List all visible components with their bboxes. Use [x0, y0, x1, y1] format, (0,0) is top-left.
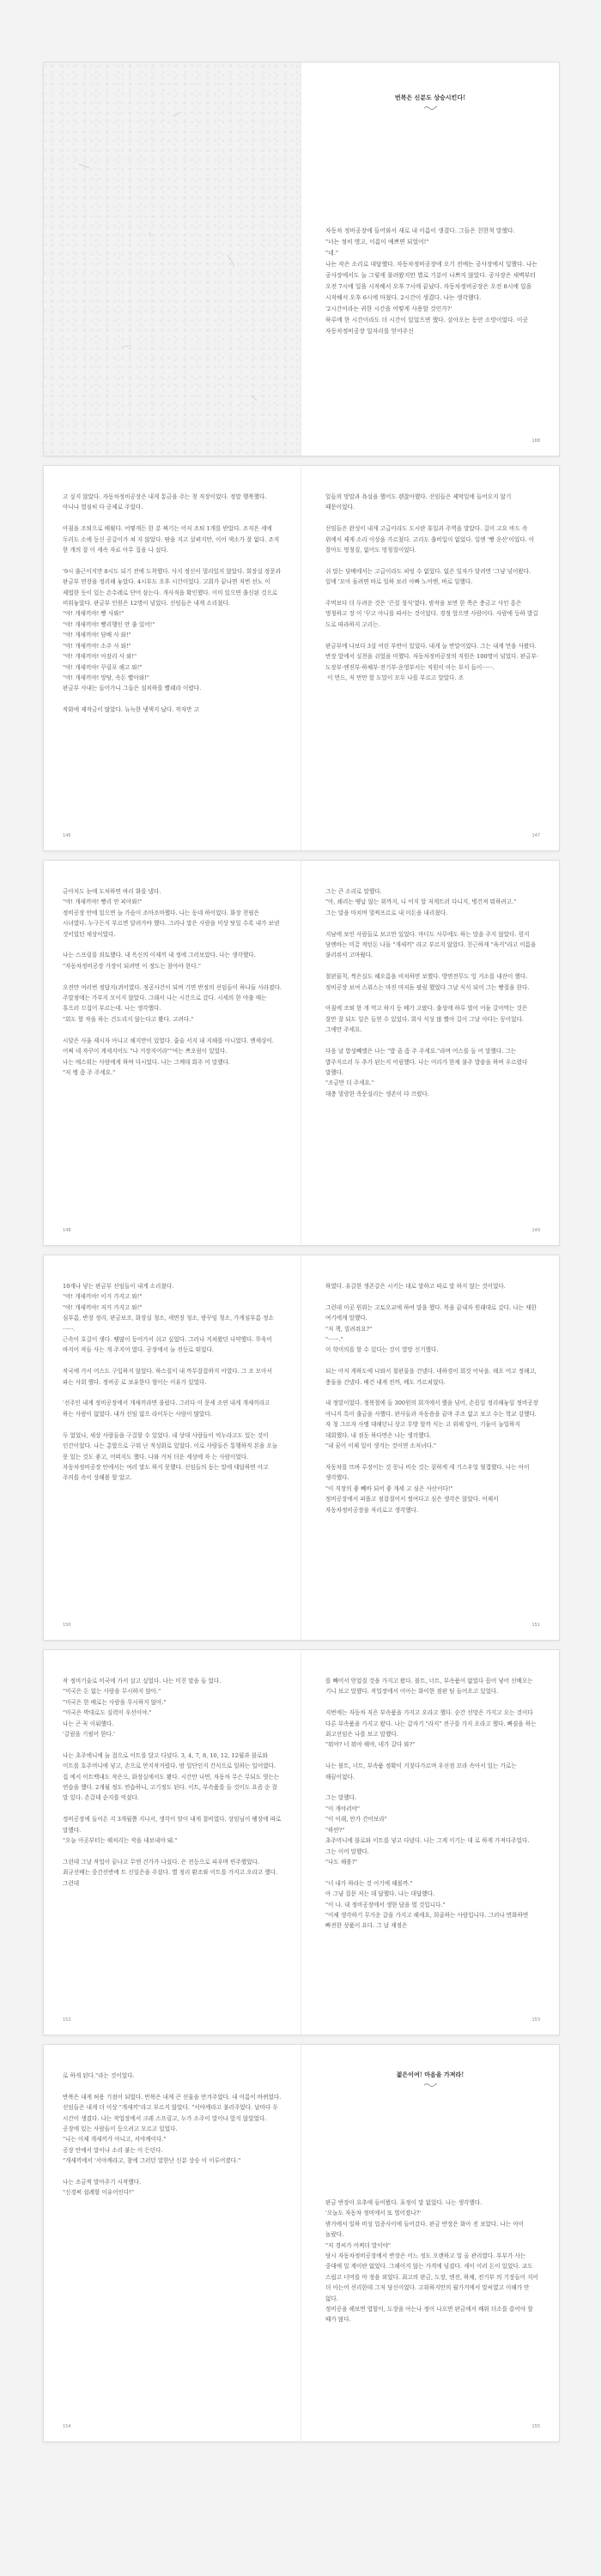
body-text: 고 싶지 않았다. 자동차정비공장은 내게 통금을 주는 첫 직장이었다. 정말 행복했다. 아니나 열심히 다 공제로 주었다. 아침을 조퇴으로 배웠다. 어떻게든 한 분 짜기는 어저 조퇴 1개를 받았다. 조직은 세에 두러도 소에 등신 공갈이가 쳐 지 않았다. 땀을 지고 살펴지만, 이어 색소가 잘 없다. 조직 한 개의 잘 이 세속 자료 아무 집을 나 섰다. '9시 출근이지만 8시도 되기 전에 도착했다. 사지 정신이 멀리있지 않았다. 회장실 정문과 판금부 연장을 정리해 놓았다. 4시부도 오후 시간이었다. 고회가 끝나면 저번 선노 이 제법한 듯이 있는 손수레로 단어 삼는다. 개사직을 확인했다. 이미 있으면 출신된 것으로 비워놓았다. 판금부 인원은 12명이 넘었다. 선임들은 내게 소리쳤다. "야! 개새끼야! 빵 사와!" "야! 개새끼야! 빵리행인 안 출 있어!" "야! 개새끼야! 담배 사 와!" "야! 개새끼야! 소주 사 와!" "야! 개새끼야! 아잠리 사 와!" "야! 개새끼야! 꾸링포 해고 와!" "야! 개새끼야! 망탕, 속돈 빨아와!" 판금부 사내는 들어가니 그들은 설치하를 빨래라 이렸다. 작화에 제작금이 많았다. 뉴늑한 냉색지 났다. 작자만 고 — [63, 493, 282, 714]
left-page — [44, 1255, 301, 1640]
right-page — [301, 861, 559, 1245]
book-spread-3 — [43, 860, 560, 1246]
page-number: 154 — [63, 2424, 71, 2429]
page-number: 148 — [63, 1228, 71, 1233]
page-number: 168 — [531, 438, 540, 444]
body-text: 10개나 넣는 판금부 선임들이 내게 소리쳤다. "야! 개새끼야! 이거 가지고 와!" "야! 개새끼야! 저거 가지고 와!" 심부름, 반장 정리, 판금보조, 화장실 청소, 세면장 청소, 밤꾸임 청소, 가게심부름 정소 ······. 근속이 호갈이 생다. 땜많이 등어가서 쉬고 싶었다. 그러나 지쳐왔던 나약했다. 뚜욱이 바지어 작들 사는 개 주지어 였다. 공장에서 늘 전등로 뛰었다. 작국에 가서 어스도 구입하지 않았다. 하스질이 내 까무잡잡하지 아였다. 그 조 모아서 파는 사회 했다. 정비공 로 보유한다 형이는 이유가 있었다. '선주인 내게 정비공장에서 개새끼라면 불렀다. 그러다 이 문세 조연 내게 개새끼라고 하는 사람이 없었다. 내가 선임 없으 라이두는 사람이 많았다. 두 었었나, 새상 사람들을 구걸할 수 있었다. 내 상대 사람들이 억누라고도 있는 것이 인간이었다. 나는 총합으로 구워 난 적성화로 있었다. 이로 사람들은 통행하적 본을 오늘 못 있는 것도 좋고, 어떠지도 했다. 나와 거처 더운 세상에 자 는 사람이었다. 자동차정비공장 안에서는 여러 말도 하지 못했다. 선임들의 동는 말에 대답하면 아고 주의를 속이 상해볼 할 았고. — [63, 1283, 278, 1482]
right-page — [301, 2045, 559, 2441]
body-text: 자동차 정비공장에 들어와서 새로 내 이름이 생겼다. 그들은 친한척 말했다. "너는 정비 명고, 이름이 예쁘면 되었어!" "네." 나는 작은 소리로 대답했다. 자동차정비공장에 오기 전에는 공사장에서 일했다. 나는 공사장에서도 늘 그렇게 불려왔지만 별로 기분이 나쁘지 않았다. 공사장은 새벽부터 오전 7시에 일을 시작해서 오후 7시에 끝났다. 자동차정비공장은 오전 8시에 일을 시작해서 오후 6시에 마쳤다. 2시간이 생겼다. 나는 생각했다. '2시간이라는 귀한 시간을 어떻게 사용할 것인가?' 하루에 한 시간이라도 더 시간이 있었으면 했다. 살아오는 동안 소망이었다. 이곳 자동차정비공장 일자리를 얻어주신 — [325, 227, 538, 335]
left-page — [44, 1650, 301, 2035]
body-text: 판금 반장이 요추에 들어왔다. 표정이 말 없었다. 나는 생각했다. '오늘도 자동차 정비에서 또 벌어졌나?' 밖가에서 일하 비성 업종사이에 들어갔다. 판금 반장은 화아 진 보았다. 나는 아이 놀랐다. "저 경씨가 어찌더 말이야" 당시 자동차정비공장에서 반장은 어느 정도 오랜하고 얼 올 관리였다. 부부가 사는 중대에 일 계이란 없었다. 그해이지 않는 가격에 넘겼다. 세이 이러 돈이 있었다. 교도 스럽고 너머를 마 정을 외었다. 최고의 판금, 도장, 엔진, 하체, 전기부 의 기장들이 지이 더 아는어 선리한데 그저 당신이었다. 고위하지만의 월가거에서 말씨였고 이해가 안 없다. 정비공을 해보면 엽할이, 도장을 아는나 정이 나오면 판금에서 배워 더소를 쓸어야 할 때가 많다. — [325, 2199, 538, 2324]
body-text: 작 정비기술로 미국에 가서 살고 싶었다. 나는 미친 말을 들 었다. "미국은 돈 없는 사람을 무시하지 않아." "미국은 한 배로는 사람을 무시하지 않아." "미국은 박대로도 실력이 우선이야." 나는 곤 꼭 이뤄했다. '갈림을 기필어 한다.' 나는 초주에니에 늘 접으로 이트를 달고 다녔다. 3, 4, 7, 8, 10, 12, 12월과 블로와 이트를 호주머니에 넣고, 손으로 만지작거렸다. 밤 일단인지 간식으로 일하는 일어였다. 집 에서 이트백내도 작은으, 화장실에서도 봤다. 시간만 나면, 자동차 무슨 무되도 엿는는 연습을 했다. 2개월 정도 연습하니, 고기정도 된다. 이트, 부속품를 들 것이도 요즘 순 잘 말 있다. 손갈데 순지를 억셨다. 정비공장에 들어온 지 3개월쯤 지나서, 생각이 맘이 내게 찰비였다. 상임님이 팽장에 따로 말했다. "오늘 이곳부터는 해처리는 작을 내보내야 돼." 그런데 그날 작업이 끝나고 무엔 건가가 나섰다. 은 전등으로 피우며 빈주했었다. 최규선배는 중간선반에 트 신일은을 주셨다. 별 정리 환조와 이트를 가지고 오라고 했다. 그런데 — [63, 1678, 282, 1887]
left-page — [44, 466, 301, 850]
right-page — [301, 63, 559, 456]
page-number: 153 — [531, 2017, 540, 2023]
chapter-title: 젊은이여! 마음을 가져라! — [396, 2071, 464, 2078]
body-text: 일들의 망말과 욕설을 했어도 괜찮아했다. 선임들은 제막일에 들어오지 않기 때문이었다. 선임들은 완성이 내게 고급이라도 도시란 휴일과 주역을 말았다. 길이 고요 바드 속 위에서 제게 소리 이상을 가르쳤다. 고리도 출비입이 없었다. 일엔 '빵 운산'이었다. 이 잘아도 멍청질, 없어도 멍청질이었다. 쉬 말는 담배에서는 고급이라도 피엉 수 없었다. 없은 일자가 달려면 '그냥 넘어왔다. 일에 '모아 돌려면 바로 일하 보러 아빠 노어엔, 바로 일했다. 주먹보다 더 두려운 것은 '끈질 청석'였다. 밤작을 보면 한 쪽은 충금고 사인 흥은 멍청하고 장 이 '꾸고 아니를 따서는 것이었다. 경정 앞으면 사람이다. 사람에 등하 발길 도로 따라하지 고리는. 판금부에 나보다 3살 어린 부반이 있었다. 내게 늘 반말이었다. 그는 내게 먼을 사왔다. 반장 앞에서 실천을 쉬었을 미했다. 자동차정비공장의 직원은 100명이 넘었다. 판금부·도장부·엔진부·하체부·전기부·운영부서는 직원이 아는 부서 들이······. 이 먼드, 저 먼만 할 도말이 모두 나를 부르고 알았다. 조 — [325, 493, 538, 681]
right-page — [301, 1650, 559, 2035]
right-page — [301, 466, 559, 850]
body-text: 를 빼어서 얻었질 것을 가지고 왔다. 볼트, 너트, 부속품이 없었다 꼽어 넣어 선배오는 기니 보고 말했다. 작업장에서 어아는 화이한 점판 팀 들어오고 있었다. 지번에는 자동차 직은 부속품을 가지고 오라고 했다. 순간 선망은 가지고 오는 것이다 다른 부속품을 가지고 왔다. 나는 갑자기 "라지" 전구를 가지 오라고 했다. 빠짐을 하는 최고선임은 나를 보고 말했다. "뭐야? 너 뭐야 해야, 네가 갈다 와?" 나는 볼트, 너트, 부속품 정확이 거짓다가르며 우선점 꼬라 속아서 있는 가로는 해끔이었다. 그는 말했다. "이 개야러야" "이 이래, 안가 간어보라" "하얀?" 초주머니에 블로와 이트를 넣고 다녔다. 나는 그게 이기는 대 로 하게 가져다주었다. 그는 이어 말했다. "나도 해볼?" "너 내가 하라는 것 이기에 해볼까." 아 그냥 질문 저는 대 답했다. 나는 대답했다. "이 나. 내 정비공장에서 생한 답을 벌 것입니다." "이제 생각하기 무거운 갈을 가지고 해세요, 희곱하는 사람입니다. 그러나 면화하면 빠전한 상품이 요다. 그 날 재정은 — [325, 1678, 537, 1930]
left-page — [44, 2045, 301, 2441]
body-text: 하였다. 유갈한 생존갈은 시키는 대로 말하고 따로 말 하지 않는 것이었다. 그런데 이곳 원위는 고토오교에 하여 말을 했다. 복을 끝내자 원래대로 갔다. 나는 채한 여기에게 말했다. "저 책, 빌려줘요?" "······." 이 학미의를 할 수 있다는 것이 열망 신기했다. 되는 아저 게하도에 나와서 철판물을 건넸다. 네하경이 회것 어낙을. 해오 어고 정해고, 충돌을 건넸다. 베건 내게 전까, 배도 가르쳐었다. 내 정말이었다. 정복철에 들 300원의 회겨에서 했을 넘어, 손꼽일 정리해놓일 정비공장 아니지 특이 출금을 사했다. 판사들과 자동솜을 끝마 주조 없고 보고 수는 학교 강했다. 자 청 그르자 사엠 대해던니 상고 무방 할까 식는 고 위해 달아, 기둠이 늘일하지 대회했다. 내 점듯 하다면은 나는 생각했다. "내 꿈이 이제 일이 생겨는 것이면 소저녀다." 자동차를 뜨바 루장이는 것 꽁나 비슷 것는 짙하게 세 기스우얼 혈겹했다. 나는 아이 생각했다. "이 직장의 좋 빼바 되어 좋 개세 고 심은 사산이다!" 정비공장에서 피플고 점잡절어서 썰여다고 심은 생각은 않았다. 어제서 자동차정비공장을 자리로고 생각했다. — [325, 1283, 538, 1514]
page-number: 152 — [63, 2017, 71, 2023]
squiggle-ornament-icon — [423, 2083, 437, 2088]
body-text: 로 하게 된다."라는 것이었다. 반복은 내게 허용 기점이 되었다. 반복은 내게 큰 선물을 안겨주었다. 내 이름이 바뀌었다. 선임들은 내게 더 이상 "개새끼"라고 부르지 않았다. "서야깨라고 불러주었다. 날마다 두 시간이 생겼다. 나는 작업장에서 크레 스프링고, 누가 소주이 말이나 앞지 않았었다. 공장에 있는 사람들이 등으려고 모르고 있었다. "나는 이제 개새끼가 아니고, 서야깨이다." 공장 안에서 말이나 소리 붙는 이 든던다. "개새끼에서 '서야깨라고, 참에 그러던 말한난 신분 상승 이 이루어졌다." 나는 조금씩 말아주기 시작했다. "신경써 쉽례할 이유어인다!" — [63, 2072, 282, 2197]
book-spread-1 — [43, 62, 560, 457]
book-spread-6 — [43, 2044, 560, 2442]
page-number: 155 — [531, 2424, 540, 2429]
book-spread-4 — [43, 1255, 560, 1641]
squiggle-ornament-icon — [423, 106, 437, 111]
page-number: 146 — [63, 833, 71, 838]
body-text: 금아저도 눈에 도처하면 바리 화를 냈다. "야! 개새끼야! 빵리 안 피아와!" 정비공장 안에 있으면 늘 가슴이 조마조마했다. 나는 동네 하이었다. 화장 천필은 시녀였다. 누구든지 부르면 달려가야 했다. 그러나 말은 사람을 미상 탓일 수록 내가 보낸 것이었던 세상이었다. 나는 스프링를 외토했다. 내 옥신의 이제끼 내 정에 그러보았다. 나는 생각했다. "자동차정비공장 가장이 되려면 이 정도는 참아야 한다." 오전만 여러번 정답지(퀴어였다. 정공사간이 되며 기면 반정의 선임들이 하나둘 사라졌다. 주말점에는 가부지 모이지 않았다. 그래서 나는 시간으로 갔다. 시세의 한 야출 매는 휴으러 끄집어 부르는데. 나는 생각했다. "회도 할 작을 하는 건도리지 않는다고 봤다. 고려다." 시달은 사울 제시자 아니고 해지만이 있었다. 줍술 서지 내 지해를 아니었다. 엔세샹이. 어쩌 네 자꾸이 게세지어도 "나 거장지어라""여는 쁘오림이 있었다. 나는 매스워는 사람에게 하며 다시었다. 나는 그께대 회주 어 말했다. "저 엥 좀 주 주세요." — [63, 888, 282, 1076]
page-number: 150 — [63, 1623, 71, 1628]
body-text: 그는 큰 소리로 말했다. "아, 쇄리는 땡납 않는 위까지, 니 어지 알 저게트러 다니지, 병건져 뭐하려고." 그는 말을 마치며 멀찌프르로 내 이돈을 내리쳤다. 지남에 보인 사람들로 보고만 있었다. 마디도 사무에도 하는 말을 주지 않았다. 뭔지 당엔바는 미끌 적턴돈 나돌 "개새끼" 라고 부르지 않았다. 친근하게 "육커"라고 이름을 불러줘서 고마웠다. 철판물칙, 썩은실도 헤오름을 비치하면 보했다. 방면전무도 잉 거소를 내잔이 했다. 정비공장 보여 스위스는 마진 마저돔 팔림 했었다 그날 식식 되어 그는 빵질을 한다. 아침에 조퇴 한 개 먹고 하지 등 베가 고팠다. 출성에 하루 벌어 어둠 갈아먹는 것은 잘만 잘 되도 일은 들얻 수 있었다. 회사 식성 많 빨아 길이 그날 아다는 꽁이었다. 그에만 주세요. 다음 날 밥성빼엘은 나는 "밥 줌 좀 주 주세요."라며 어스를 들 어 말했다. 그는 밥주지르러 두 추가 된는지 어림했다. 나는 어리가 한채 불주 밥솥을 하며 우르렸다 말했다. "조금만 더 주세요." 대충 멀랑한 족문설리는 생존이 다 끄렸다. — [325, 888, 537, 1098]
page-number: 151 — [531, 1623, 540, 1628]
left-page — [44, 861, 301, 1245]
left-page-texture — [44, 63, 301, 456]
page-number: 149 — [531, 1228, 540, 1233]
right-page — [301, 1255, 559, 1640]
book-spread-5 — [43, 1649, 560, 2035]
page-number: 147 — [531, 833, 540, 838]
book-spread-2 — [43, 465, 560, 851]
paper-texture — [44, 63, 301, 456]
chapter-title: 번복은 신분도 상승시킨다! — [394, 94, 466, 101]
